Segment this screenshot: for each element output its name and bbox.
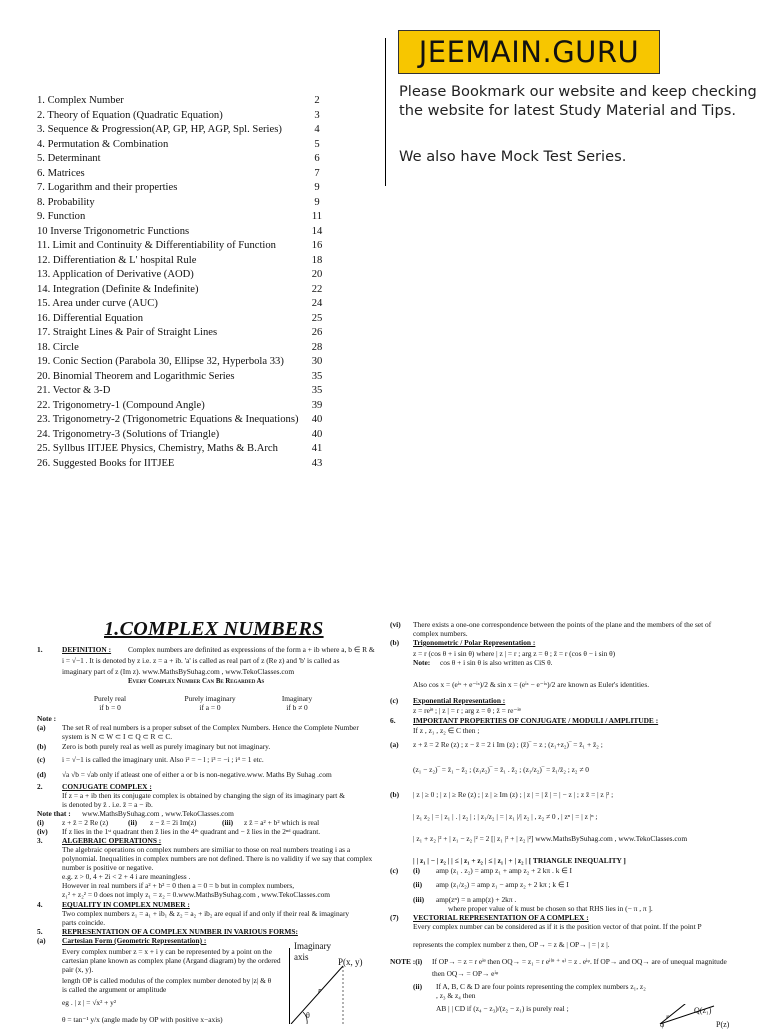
toc-entry[interactable]	[37, 123, 327, 138]
toc-entry[interactable]	[37, 326, 327, 341]
subheading: Every Complex Number Can Be Regarded As	[128, 678, 265, 685]
toc-entry[interactable]	[37, 370, 327, 385]
toc-entry[interactable]	[37, 341, 327, 356]
section-number: 3.	[37, 836, 43, 845]
item-label: (b)	[390, 790, 400, 799]
formula: amp(zⁿ) = n amp(z) + 2kπ .	[436, 895, 517, 904]
toc-entry[interactable]	[37, 152, 327, 167]
item-label: (b)	[390, 638, 400, 647]
toc-entry-title: 14. Integration (Definite & Indefinite)	[37, 283, 199, 295]
formula: z + z̄ = 2 Re (z) ; z − z̄ = 2 i Im (z) ; (z̄)‾ = z ; (z₁+z₂)‾ = z̄₁ + z̄₂ ;	[413, 740, 603, 749]
toc-entry-page: 26	[311, 327, 323, 338]
banner-divider	[385, 38, 386, 186]
text-line: complex numbers.	[413, 629, 468, 638]
text-line: cartesian plane known as complex plane (Argand diagram) by the ordered	[62, 956, 281, 965]
toc-entry-title: 1. Complex Number	[37, 95, 124, 106]
category-label: Purely imaginary	[184, 694, 236, 703]
toc-entry[interactable]	[37, 399, 327, 414]
text-line: i = √−1 is called the imaginary unit. Also i² = − l ; i³ = −i ; i⁴ = 1 etc.	[62, 755, 264, 764]
formula: z z̄ = a² + b² which is real	[244, 818, 320, 827]
text-line: However in real numbers if a² + b² = 0 then a = 0 = b but in complex numbers,	[62, 881, 295, 890]
toc-entry-title: 4. Permutation & Combination	[37, 138, 169, 150]
formula: z = reⁱᶿ ; | z | = r ; arg z = θ ; z̄ = re⁻ⁱᶿ	[413, 706, 521, 715]
point-label: Q(z₁)	[694, 1006, 712, 1015]
item-label: NOTE :(i)	[390, 957, 423, 966]
toc-entry-title: 19. Conic Section (Parabola 30, Ellipse 32, Hyperbola 33)	[37, 356, 284, 367]
section-number: (7)	[390, 913, 399, 922]
text-line: parts coincide.	[62, 918, 106, 927]
text-line: If A, B, C & D are four points representing the complex numbers z₁, z₂	[436, 982, 646, 991]
item-label: (c)	[390, 696, 399, 705]
toc-entry-page: 40	[311, 414, 323, 425]
axis-label: axis	[294, 952, 309, 962]
text-line: represents the complex number z then, OP→ = z & | OP→ | = | z |.	[413, 940, 610, 949]
item-label: (vi)	[390, 620, 401, 629]
text-line: e.g. z > 0, 4 + 2i < 2 + 4 i are meaningless .	[62, 872, 191, 881]
toc-entry-title: 23. Trigonometry-2 (Trigonometric Equations & Inequations)	[37, 414, 299, 425]
text-line: √a √b = √ab only if atleast one of either a or b is non-negative.www. Maths By Suhag .com	[62, 770, 332, 779]
toc-entry-page: 16	[311, 240, 323, 251]
toc-entry-title: 3. Sequence & Progression(AP, GP, HP, AGP, Spl. Series)	[37, 124, 282, 135]
formula: | z₁ + z₂ |² + | z₁ − z₂ |² = 2 [| z₁ |² + | z₂ |²] www.MathsBySuhag.com , www.TekoClasses.com	[413, 834, 688, 843]
length-label: r	[666, 1012, 669, 1021]
text-line: Two complex numbers z₁ = a₁ + ib₁ & z₂ = a₂ + ib₂ are equal if and only if their real & imaginary	[62, 909, 350, 918]
toc-entry-page: 11	[311, 211, 323, 222]
toc-entry-title: 17. Straight Lines & Pair of Straight Lines	[37, 327, 218, 338]
toc-entry-title: 6. Matrices	[37, 167, 85, 179]
point-label: P(z)	[716, 1020, 730, 1029]
toc-entry-page: 40	[311, 428, 323, 440]
toc-entry-page: 14	[311, 225, 323, 237]
toc-entry-page: 4	[314, 124, 320, 135]
item-label: (i)	[37, 818, 44, 827]
text-line: is called the argument or amplitude	[62, 985, 167, 994]
toc-entry[interactable]	[37, 355, 327, 370]
toc-entry[interactable]	[37, 442, 327, 457]
text-line: If z lies in the 1ˢᵗ quadrant then z̄ lies in the 4ᵗʰ quadrant and − z̄ lies in the 2ⁿᵈ quadrant.	[62, 827, 321, 836]
formula: eg . | z | = √x² + y²	[62, 998, 117, 1007]
formula: AB | | CD if (z₄ − z₃)/(z₂ − z₁) is purely real ;	[436, 1004, 569, 1013]
toc-entry-title: 5. Determinant	[37, 153, 101, 164]
text-line: length OP is called modulus of the complex number denoted by |z| & θ	[62, 976, 272, 985]
note-label: Note:	[413, 658, 431, 667]
text-line: The algebraic operations on complex numbers are similiar to those on real numbers treating i as a	[62, 845, 351, 854]
toc-entry[interactable]	[37, 268, 327, 283]
item-label: (ii)	[128, 818, 138, 827]
text-line: Every complex number can be considered as if it is the position vector of that point. If the point P	[413, 922, 702, 931]
point-label: P(x, y)	[338, 957, 363, 967]
formula: | | z₁ | − | z₂ | | ≤ | z₁ + z₂ | ≤ | z₁ | + | z₂ | [ TRIANGLE INEQUALITY ]	[413, 856, 626, 865]
toc-entry-title: 22. Trigonometry-1 (Compound Angle)	[37, 399, 205, 411]
toc-entry-page: 39	[311, 399, 323, 411]
text-line: where proper value of k must be chosen so that RHS lies in (− π , π ].	[448, 904, 653, 913]
section-heading: ALGEBRAIC OPERATIONS :	[62, 836, 162, 845]
item-label: (iv)	[37, 827, 48, 836]
toc-entry-title: 20. Binomial Theorem and Logarithmic Series	[37, 370, 235, 382]
category-label: Imaginary	[281, 694, 313, 703]
text-line: Zero is both purely real as well as purely imaginary but not imaginary.	[62, 742, 271, 751]
note-label: Note that :	[37, 809, 71, 818]
toc-entry-page: 43	[311, 457, 323, 469]
text-line: polynomial. Inequalities in complex numbers are not defined. There is no validity if we say that complex	[62, 854, 373, 863]
subheading: Exponential Representation :	[413, 696, 506, 705]
note-label: Note :	[37, 714, 57, 723]
site-banner[interactable]: JEEMAIN.GURU	[398, 30, 660, 74]
toc-entry-page: 5	[314, 138, 320, 150]
item-label: (ii)	[413, 880, 423, 889]
formula: Also cos x = (eⁱˣ + e⁻ⁱˣ)/2 & sin x = (eⁱˣ − e⁻ⁱˣ)/2 are known as Euler's identities.	[413, 680, 650, 689]
text-line: , z₃ & z₄ then	[436, 991, 476, 1000]
modulus-label: r	[318, 986, 322, 995]
page-title: 1.COMPLEX NUMBERS	[104, 618, 324, 640]
item-label: (iii)	[413, 895, 425, 904]
section-heading: CONJUGATE COMPLEX :	[62, 782, 152, 791]
toc-entry-page: 20	[311, 269, 323, 280]
toc-entry-title: 18. Circle	[37, 341, 79, 353]
category-condition: if b ≠ 0	[286, 703, 308, 712]
toc-entry-page: 24	[311, 298, 323, 309]
formula: (z₁ − z₂)‾ = z̄₁ − z̄₂ ; (z₁z₂)‾ = z̄₁ . z̄₂ ; (z₁/z₂)‾ = z̄₁/z̄₂ ; z₂ ≠ 0	[413, 765, 589, 774]
toc-entry[interactable]	[37, 181, 327, 196]
text-line: number is positive or negative.	[62, 863, 154, 872]
section-heading: IMPORTANT PROPERTIES OF CONJUGATE / MODULI / AMPLITUDE :	[413, 716, 659, 725]
toc-entry[interactable]	[37, 283, 327, 298]
text-line: The set R of real numbers is a proper subset of the Complex Numbers. Hence the Complete Number	[62, 723, 359, 732]
text-line: z₁² + z₂² = 0 does not imply z₁ = z₂ = 0.www.MathsBySuhag.com , www.TekoClasses.com	[62, 890, 331, 899]
bookmark-text: Please Bookmark our website and keep checking the website for latest Study Material and Tips.	[399, 83, 757, 119]
toc-entry-page: 9	[314, 196, 320, 208]
text-line: www.MathsBySuhag.com , www.TekoClasses.com	[82, 809, 234, 818]
subheading: Cartesian Form (Geometric Representation) :	[62, 936, 207, 945]
text-line: If z = a + ib then its conjugate complex is obtained by changing the sign of its imaginary part &	[62, 791, 345, 800]
text-line: imaginary part of z (Im z). www.MathsBySuhag.com , www.TekoClasses.com	[62, 667, 295, 676]
section-number: 5.	[37, 927, 43, 936]
item-label: (a)	[37, 723, 46, 732]
toc-entry-title: 15. Area under curve (AUC)	[37, 298, 158, 309]
formula: | z₁ z₂ | = | z₁ | . | z₂ | ; | z₁/z₂ | = | z₁ |/| z₂ | , z₂ ≠ 0 , | zⁿ | = | z |ⁿ ;	[413, 812, 598, 821]
item-label: (ii)	[413, 982, 423, 991]
item-label: (a)	[390, 740, 399, 749]
section-number: 4.	[37, 900, 43, 909]
toc-entry-page: 3	[314, 109, 320, 121]
toc-entry-title: 8. Probability	[37, 196, 95, 208]
toc-entry[interactable]	[37, 196, 327, 211]
toc-entry[interactable]	[37, 109, 327, 124]
text-line: is denoted by z̄ . i.e. z̄ = a − ib.	[62, 800, 153, 809]
category-label: Purely real	[93, 694, 127, 703]
text-line: Complex numbers are definited as expressions of the form a + ib where a, b ∈ R &	[128, 645, 375, 654]
axis-label: Imaginary	[294, 941, 331, 951]
toc-entry-title: 12. Differentiation & L' hospital Rule	[37, 254, 197, 266]
category-condition: if a = 0	[199, 703, 221, 712]
toc-entry-title: 16. Differential Equation	[37, 312, 144, 324]
angle-label: φ	[660, 1020, 665, 1029]
toc-entry-title: 11. Limit and Continuity & Differentiability of Function	[37, 240, 276, 251]
section-number: 1.	[37, 645, 43, 654]
section-number: 2.	[37, 782, 43, 791]
text-line: cos θ + i sin θ is also written as CiS θ.	[440, 658, 553, 667]
toc-entry-page: 6	[314, 153, 320, 164]
toc-entry-title: 2. Theory of Equation (Quadratic Equation)	[37, 109, 223, 121]
text-line: system is N ⊂ W ⊂ I ⊂ Q ⊂ R ⊂ C.	[62, 732, 173, 741]
section-number: 6.	[390, 716, 396, 725]
toc-entry[interactable]	[37, 413, 327, 428]
section-heading: EQUALITY IN COMPLEX NUMBER :	[62, 900, 190, 909]
toc-entry-title: 24. Trigonometry-3 (Solutions of Triangle)	[37, 428, 220, 440]
toc-entry-title: 21. Vector & 3-D	[37, 385, 111, 396]
text-line: then OQ→ = OP→ eⁱᵠ	[432, 969, 499, 978]
toc-entry-page: 41	[311, 443, 323, 454]
formula: θ = tan⁻¹ y/x (angle made by OP with positive x−axis)	[62, 1015, 223, 1024]
toc-entry[interactable]	[37, 384, 327, 399]
item-label: (d)	[37, 770, 47, 779]
toc-entry-page: 22	[311, 283, 323, 295]
formula: z + z̄ = 2 Re (z)	[62, 818, 109, 827]
item-label: (i)	[413, 866, 420, 875]
toc-entry[interactable]	[37, 312, 327, 327]
toc-entry-page: 30	[311, 356, 323, 367]
toc-entry-page: 35	[311, 385, 323, 396]
section-heading: VECTORIAL REPRESENTATION OF A COMPLEX :	[413, 913, 589, 922]
toc-entry[interactable]	[37, 239, 327, 254]
toc-entry-title: 9. Function	[37, 211, 86, 222]
toc-entry-title: 10 Inverse Trigonometric Functions	[37, 225, 190, 237]
toc-entry-page: 28	[311, 341, 323, 353]
text-line: If z , z₁ , z₂ ∈ C then ;	[413, 726, 480, 735]
toc-entry-page: 18	[311, 254, 323, 266]
toc-entry-page: 25	[311, 312, 323, 324]
formula: z = r (cos θ + i sin θ) where | z | = r ; arg z = θ ; z̄ = r (cos θ − i sin θ)	[413, 649, 616, 658]
toc-entry[interactable]	[37, 138, 327, 153]
formula: | z | ≥ 0 ; | z | ≥ Re (z) ; | z | ≥ Im (z) ; | z | = | z̄ | = | − z | ; z z̄ = | z |² ;	[413, 790, 614, 799]
toc-entry[interactable]	[37, 297, 327, 312]
text-line: pair (x, y).	[62, 965, 94, 974]
formula: amp (z₁ . z₂) = amp z₁ + amp z₂ + 2 kπ . k ∈ I	[436, 866, 573, 875]
toc-entry[interactable]	[37, 210, 327, 225]
text-line: There exists a one-one correspondence between the points of the plane and the members of the set of	[413, 620, 712, 629]
section-heading: DEFINITION :	[62, 645, 112, 654]
toc-entry[interactable]	[37, 225, 327, 240]
item-label: (c)	[390, 866, 399, 875]
item-label: (c)	[37, 755, 46, 764]
toc-entry-title: 13. Application of Derivative (AOD)	[37, 269, 194, 280]
angle-label: θ	[306, 1011, 310, 1020]
toc-entry-page: 35	[311, 370, 323, 382]
text-line: Every complex number z = x + i y can be represented by a point on the	[62, 947, 272, 956]
toc-entry-title: 25. Syllbus IITJEE Physics, Chemistry, Maths & B.Arch	[37, 443, 278, 454]
toc-entry[interactable]	[37, 94, 327, 109]
toc-entry-title: 26. Suggested Books for IITJEE	[37, 457, 175, 469]
mock-test-text: We also have Mock Test Series.	[399, 148, 627, 165]
toc-entry-page: 2	[314, 95, 320, 106]
item-label: (a)	[37, 936, 46, 945]
formula: amp (z₁/z₂) = amp z₁ − amp z₂ + 2 kπ ; k ∈ I	[436, 880, 569, 889]
toc-entry-page: 7	[314, 167, 320, 179]
toc-entry-title: 7. Logarithm and their properties	[37, 182, 178, 193]
toc-entry[interactable]	[37, 254, 327, 269]
category-condition: if b = 0	[99, 703, 121, 712]
section-heading: REPRESENTATION OF A COMPLEX NUMBER IN VARIOUS FORMS:	[62, 927, 298, 936]
text-line: If OP→ = z = r eⁱᶿ then OQ→ = z₁ = r eⁱ⁽ᶿ ⁺ ᵠ⁾ = z . eⁱᵠ. If OP→ and OQ→ are of unequal magnitude	[432, 957, 727, 966]
toc-entry[interactable]	[37, 457, 327, 472]
toc-entry[interactable]	[37, 428, 327, 443]
item-label: (b)	[37, 742, 47, 751]
formula: z − z̄ = 2i Im(z)	[150, 818, 197, 827]
subheading: Trigonometric / Polar Representation :	[413, 638, 536, 647]
item-label: (iii)	[222, 818, 234, 827]
toc-entry[interactable]	[37, 167, 327, 182]
text-line: i = √−1 . It is denoted by z i.e. z = a + ib. 'a' is called as real part of z (Re z) and 'b' is called as	[62, 656, 340, 665]
table-of-contents	[37, 94, 327, 471]
toc-entry-page: 9	[314, 182, 320, 193]
